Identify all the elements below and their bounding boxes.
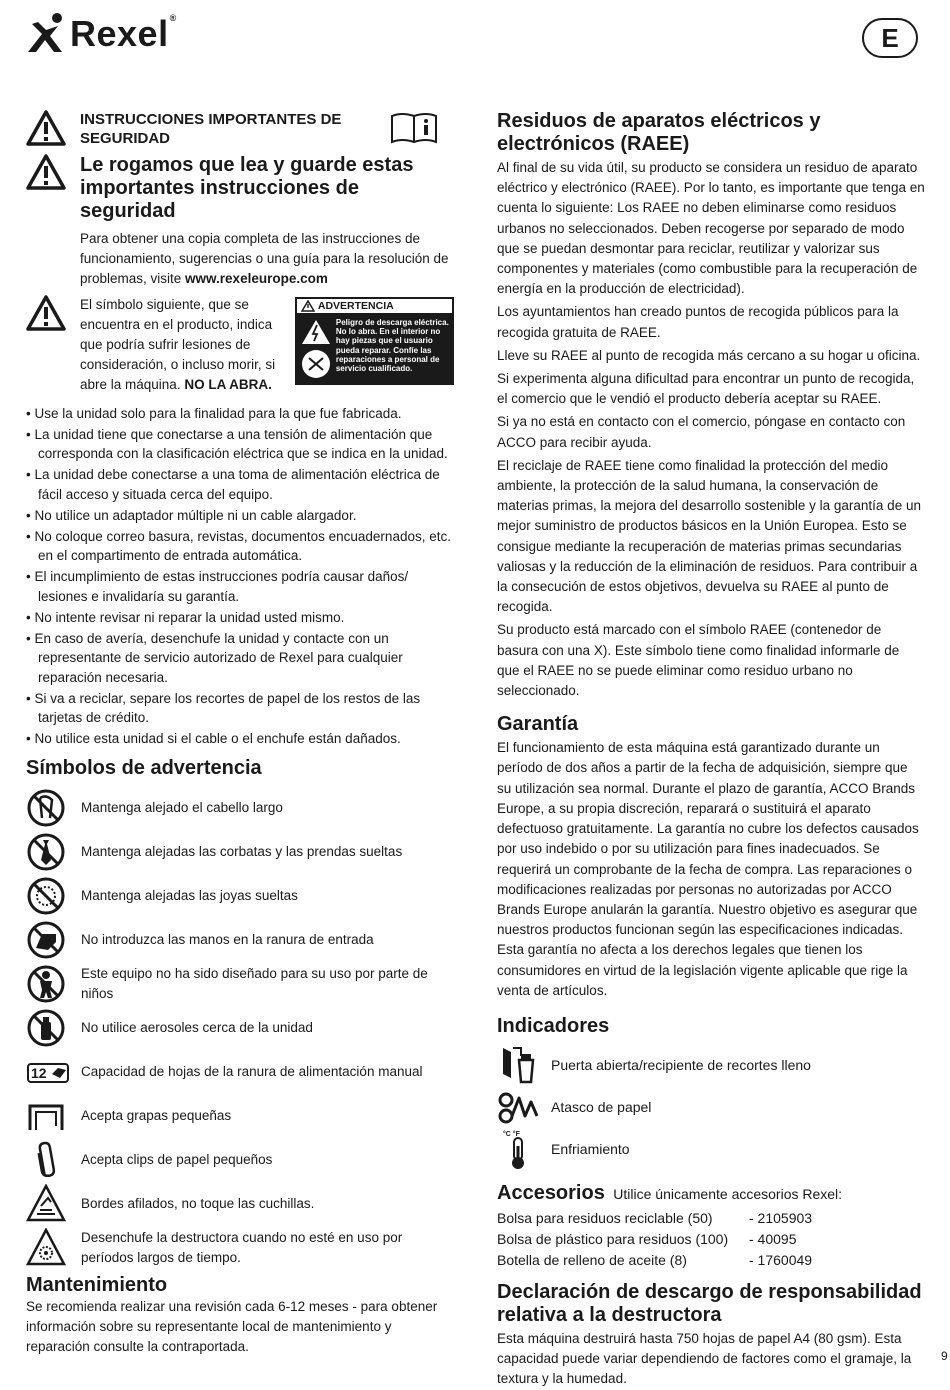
important-heading: Le rogamos que lea y guarde estas importantes instrucciones de seguridad [80,154,414,222]
symbols-heading: Símbolos de advertencia [26,756,262,779]
sheet-capacity-number: 12 [31,1064,47,1081]
right-column [497,110,925,1390]
warning-symbol-text: No utilice aerosoles cerca de la unidad [81,1019,313,1035]
weee-paragraph: Si experimenta alguna dificultad para encontrar un punto de recogida, el comercio que le vendió el producto debería aceptar su RAEE. [497,371,915,407]
copy-instructions-text [80,229,454,290]
safety-bullet-list [26,404,454,749]
accessory-code: - 1760049 [749,1251,813,1268]
warning-symbol-text: Mantenga alejadas las corbatas y las prendas sueltas [81,843,403,859]
left-column [26,110,454,1357]
weee-heading: Residuos de aparatos eléctricos y electrónicos (RAEE) [497,110,821,155]
indicator-label: Atasco de papel [551,1098,652,1115]
rexel-x-mark-icon [24,12,68,56]
warning-symbol-text: No introduzca las manos en la ranura de entrada [81,931,374,947]
warning-symbol-row [26,1184,454,1224]
warranty-text: El funcionamiento de esta máquina está garantizado durante un período de dos años a partir de la fecha de adquisición, siempre que su utilización sea normal. Durante el plazo de garantía, ACCO Brands Europe, a su propia discreción, reparará o sustituirá el aparato defectuoso gratuitamente. La garantía no cubre los defectos causados por uso indebido o por su utilización para fines inadecuados. Se requerirá un comprobante de la fecha de compra. Las reparaciones o modificaciones realizadas por personas no autorizadas por ACCO Brands Europe anularán la garantía. Nuestro objetivo es asegurar que nuestros productos funcionan según las especificaciones indicadas. Esta garantía no afecta a los derechos legales que tienen los consumidores en virtud de la legislación vigente aplicable que rige la venta de artículos. [497,740,919,998]
warning-symbol-text: Acepta clips de papel pequeños [81,1151,273,1167]
sharp-blades-icon [26,1184,70,1224]
paper-jam-icon [497,1086,541,1128]
accessories-heading: Accesorios [497,1181,605,1204]
indicator-door-open [497,1044,925,1086]
accessory-row [497,1208,925,1229]
no-children-icon [26,964,70,1004]
warning-symbol-row [26,920,454,960]
safety-heading: INSTRUCCIONES IMPORTANTES DE SEGURIDAD [80,111,342,147]
warning-label-text: Peligro de descarga eléctrica. No lo abra. En el interior no hay piezas que el usuario pueda reparar. Confíe las reparaciones a personal de servicio cualificado. [335,317,449,374]
weee-paragraph: Su producto está marcado con el símbolo RAEE (contenedor de basura con una X). Este símbolo tiene como finalidad informarle de que el RAEE no se puede eliminar como residuo urbano no seleccionado. [497,622,900,699]
accessories-list [497,1208,925,1271]
weee-paragraph: Lleve su RAEE al punto de recogida más cercano a su hogar u oficina. [497,347,921,363]
warning-symbol-text: Mantenga alejado el cabello largo [81,799,283,815]
weee-paragraph: Al final de su vida útil, su producto se considera un residuo de aparato eléctrico y electrónico (RAEE). Por lo tanto, es importante que tenga en cuenta lo siguiente: Los RAEE no deben eliminarse como residuos urbanos no seleccionados. Deben recogerse por separado de modo que se puedan desmontar para reciclar, reutilizar y valorizar sus componentes y materiales (como combustible para la recuperación de energía en la producción de electricidad). [497,160,925,297]
important-heading-row [26,154,454,223]
accessory-row [497,1229,925,1250]
warning-symbol-row [26,1008,454,1048]
accessory-code: - 40095 [749,1230,797,1247]
safety-bullet-item: • En caso de avería, desenchufe la unidad y contacte con un representante de servicio autorizado de Rexel para cualquier reparación necesaria. [26,629,454,688]
staple-icon [26,1096,70,1136]
warning-small-icon [301,300,315,312]
warning-symbol-row [26,788,454,828]
safety-bullet-item: • La unidad debe conectarse a una toma de alimentación eléctrica de fácil acceso y situada cerca del equipo. [26,465,454,504]
accessory-name: Bolsa de plástico para residuos (100) [497,1230,729,1247]
sheet-capacity-icon [26,1052,70,1092]
unplug-icon [26,1228,70,1268]
warning-symbol-row [26,1052,454,1092]
warning-triangle-icon [26,154,66,190]
warning-label-body [297,315,452,383]
registered-mark: ® [169,13,177,23]
warning-symbol-row [26,1140,454,1180]
indicator-label: Puerta abierta/recipiente de recortes lleno [551,1056,811,1073]
symbol-text: El símbolo siguiente, que se encuentra en el producto, indica que podría sufrir lesiones de consideración, o incluso morir, si abre la máquina. [80,296,276,393]
copy-text: Para obtener una copia completa de las instrucciones de funcionamiento, sugerencias o una guía para la resolución de problemas, visite [80,231,449,287]
accessory-name: Botella de relleno de aceite (8) [497,1251,687,1268]
maintenance-heading: Mantenimiento [26,1273,168,1296]
maintenance-text: Se recomienda realizar una revisión cada 6-12 meses - para obtener información sobre su representante local de mantenimiento y reparación consulte la contraportada. [26,1298,438,1355]
weee-paragraph: Los ayuntamientos han creado puntos de recogida públicos para la recogida gratuita de RAEE. [497,304,899,340]
door-open-bin-full-icon [497,1044,541,1086]
warning-symbol-text: Mantenga alejadas las joyas sueltas [81,887,298,903]
accessory-code: - 2105903 [749,1209,813,1226]
safety-bullet-item: • No intente revisar ni reparar la unidad usted mismo. [26,608,454,628]
warning-symbol-row [26,964,454,1004]
disclaimer-heading: Declaración de descargo de responsabilidad relativa a la destructora [497,1280,922,1326]
accessory-row [497,1250,925,1271]
temperature-scale-label: °C °F [503,1130,520,1138]
weee-paragraph: El reciclaje de RAEE tiene como finalidad la protección del medio ambiente, la protección de la salud humana, la conservación de materias primas, la mejora del desarrollo sostenible y la garantía de un mejor suministro de productos básicos en la Unión Europea. Esto se consigue mediante la recuperación de materias primas secundarias valiosas y la reducción de la eliminación de residuos. Para contribuir a la consecución de estos objetivos, devuelva su RAEE al punto de recogida. [497,457,921,615]
cooling-thermometer-icon [497,1128,541,1170]
electric-shock-icon [300,318,332,380]
warning-label-title: ADVERTENCIA [317,299,394,312]
no-aerosol-icon [26,1008,70,1048]
symbol-warning-text [80,295,287,396]
safety-bullet-item: • Use la unidad solo para la finalidad para la que fue fabricada. [26,404,454,424]
warning-symbol-row [26,1096,454,1136]
warranty-heading: Garantía [497,713,579,736]
safety-bullet-item: • No utilice esta unidad si el cable o el enchufe están dañados. [26,729,454,749]
safety-bullet-item: • No utilice un adaptador múltiple ni un cable alargador. [26,506,454,526]
no-long-hair-icon [26,788,70,828]
weee-paragraphs [497,158,925,701]
no-hands-icon [26,920,70,960]
safety-heading-row [26,110,454,148]
electric-shock-warning-label [295,297,454,385]
page-number: 9 [941,1349,948,1363]
warning-symbol-row [26,876,454,916]
warning-symbol-row [26,832,454,872]
paperclip-icon [26,1140,70,1180]
safety-bullet-item: • El incumplimiento de estas instrucciones podría causar daños/ lesiones e invalidaría su garantía. [26,567,454,606]
do-not-open-text: NO LA ABRA. [184,377,272,393]
accessories-note: Utilice únicamente accesorios Rexel: [613,1185,843,1202]
warning-symbol-text: Bordes afilados, no toque las cuchillas. [81,1195,315,1211]
language-badge: E [862,18,918,58]
indicator-label: Enfriamiento [551,1140,630,1157]
no-tie-icon [26,832,70,872]
warning-symbol-text: Este equipo no ha sido diseñado para su uso por parte de niños [81,965,428,1001]
no-jewellery-icon [26,876,70,916]
website-link[interactable]: www.rexeleurope.com [185,271,328,287]
indicators-heading: Indicadores [497,1014,610,1037]
safety-bullet-item: • La unidad tiene que conectarse a una tensión de alimentación que corresponda con la clasificación eléctrica que se indica en la unidad. [26,425,454,464]
indicator-cooling [497,1128,925,1170]
warning-triangle-icon [26,295,66,331]
safety-bullet-item: • No coloque correo basura, revistas, documentos encuadernados, etc. en el compartimento de entrada automática. [26,527,454,566]
warning-symbol-text: Acepta grapas pequeñas [81,1107,232,1123]
warning-symbol-text: Desenchufe la destructora cuando no esté en uso por períodos largos de tiempo. [81,1229,403,1265]
accessories-heading-row [497,1182,925,1205]
warning-symbol-row [26,1228,454,1268]
accessory-name: Bolsa para residuos reciclable (50) [497,1209,713,1226]
safety-bullet-item: • Si va a reciclar, separe los recortes de papel de los restos de las tarjetas de crédito. [26,689,454,728]
rexel-logo [24,12,177,56]
indicator-paper-jam [497,1086,925,1128]
disclaimer-text: Esta máquina destruirá hasta 750 hojas de papel A4 (80 gsm). Esta capacidad puede variar dependiendo de factores como el gramaje, la textura y la humedad. [497,1330,912,1387]
warning-triangle-icon [26,110,66,146]
warning-label-title-row [297,299,452,315]
symbol-warning-row [26,295,454,396]
weee-paragraph: Si ya no está en contacto con el comercio, póngase en contacto con ACCO para recibir ayuda. [497,414,906,450]
warning-symbol-text: Capacidad de hojas de la ranura de alimentación manual [81,1063,423,1079]
read-manual-icon [390,112,438,144]
brand-name: Rexel [70,13,169,54]
warning-symbols-list [26,788,454,1268]
